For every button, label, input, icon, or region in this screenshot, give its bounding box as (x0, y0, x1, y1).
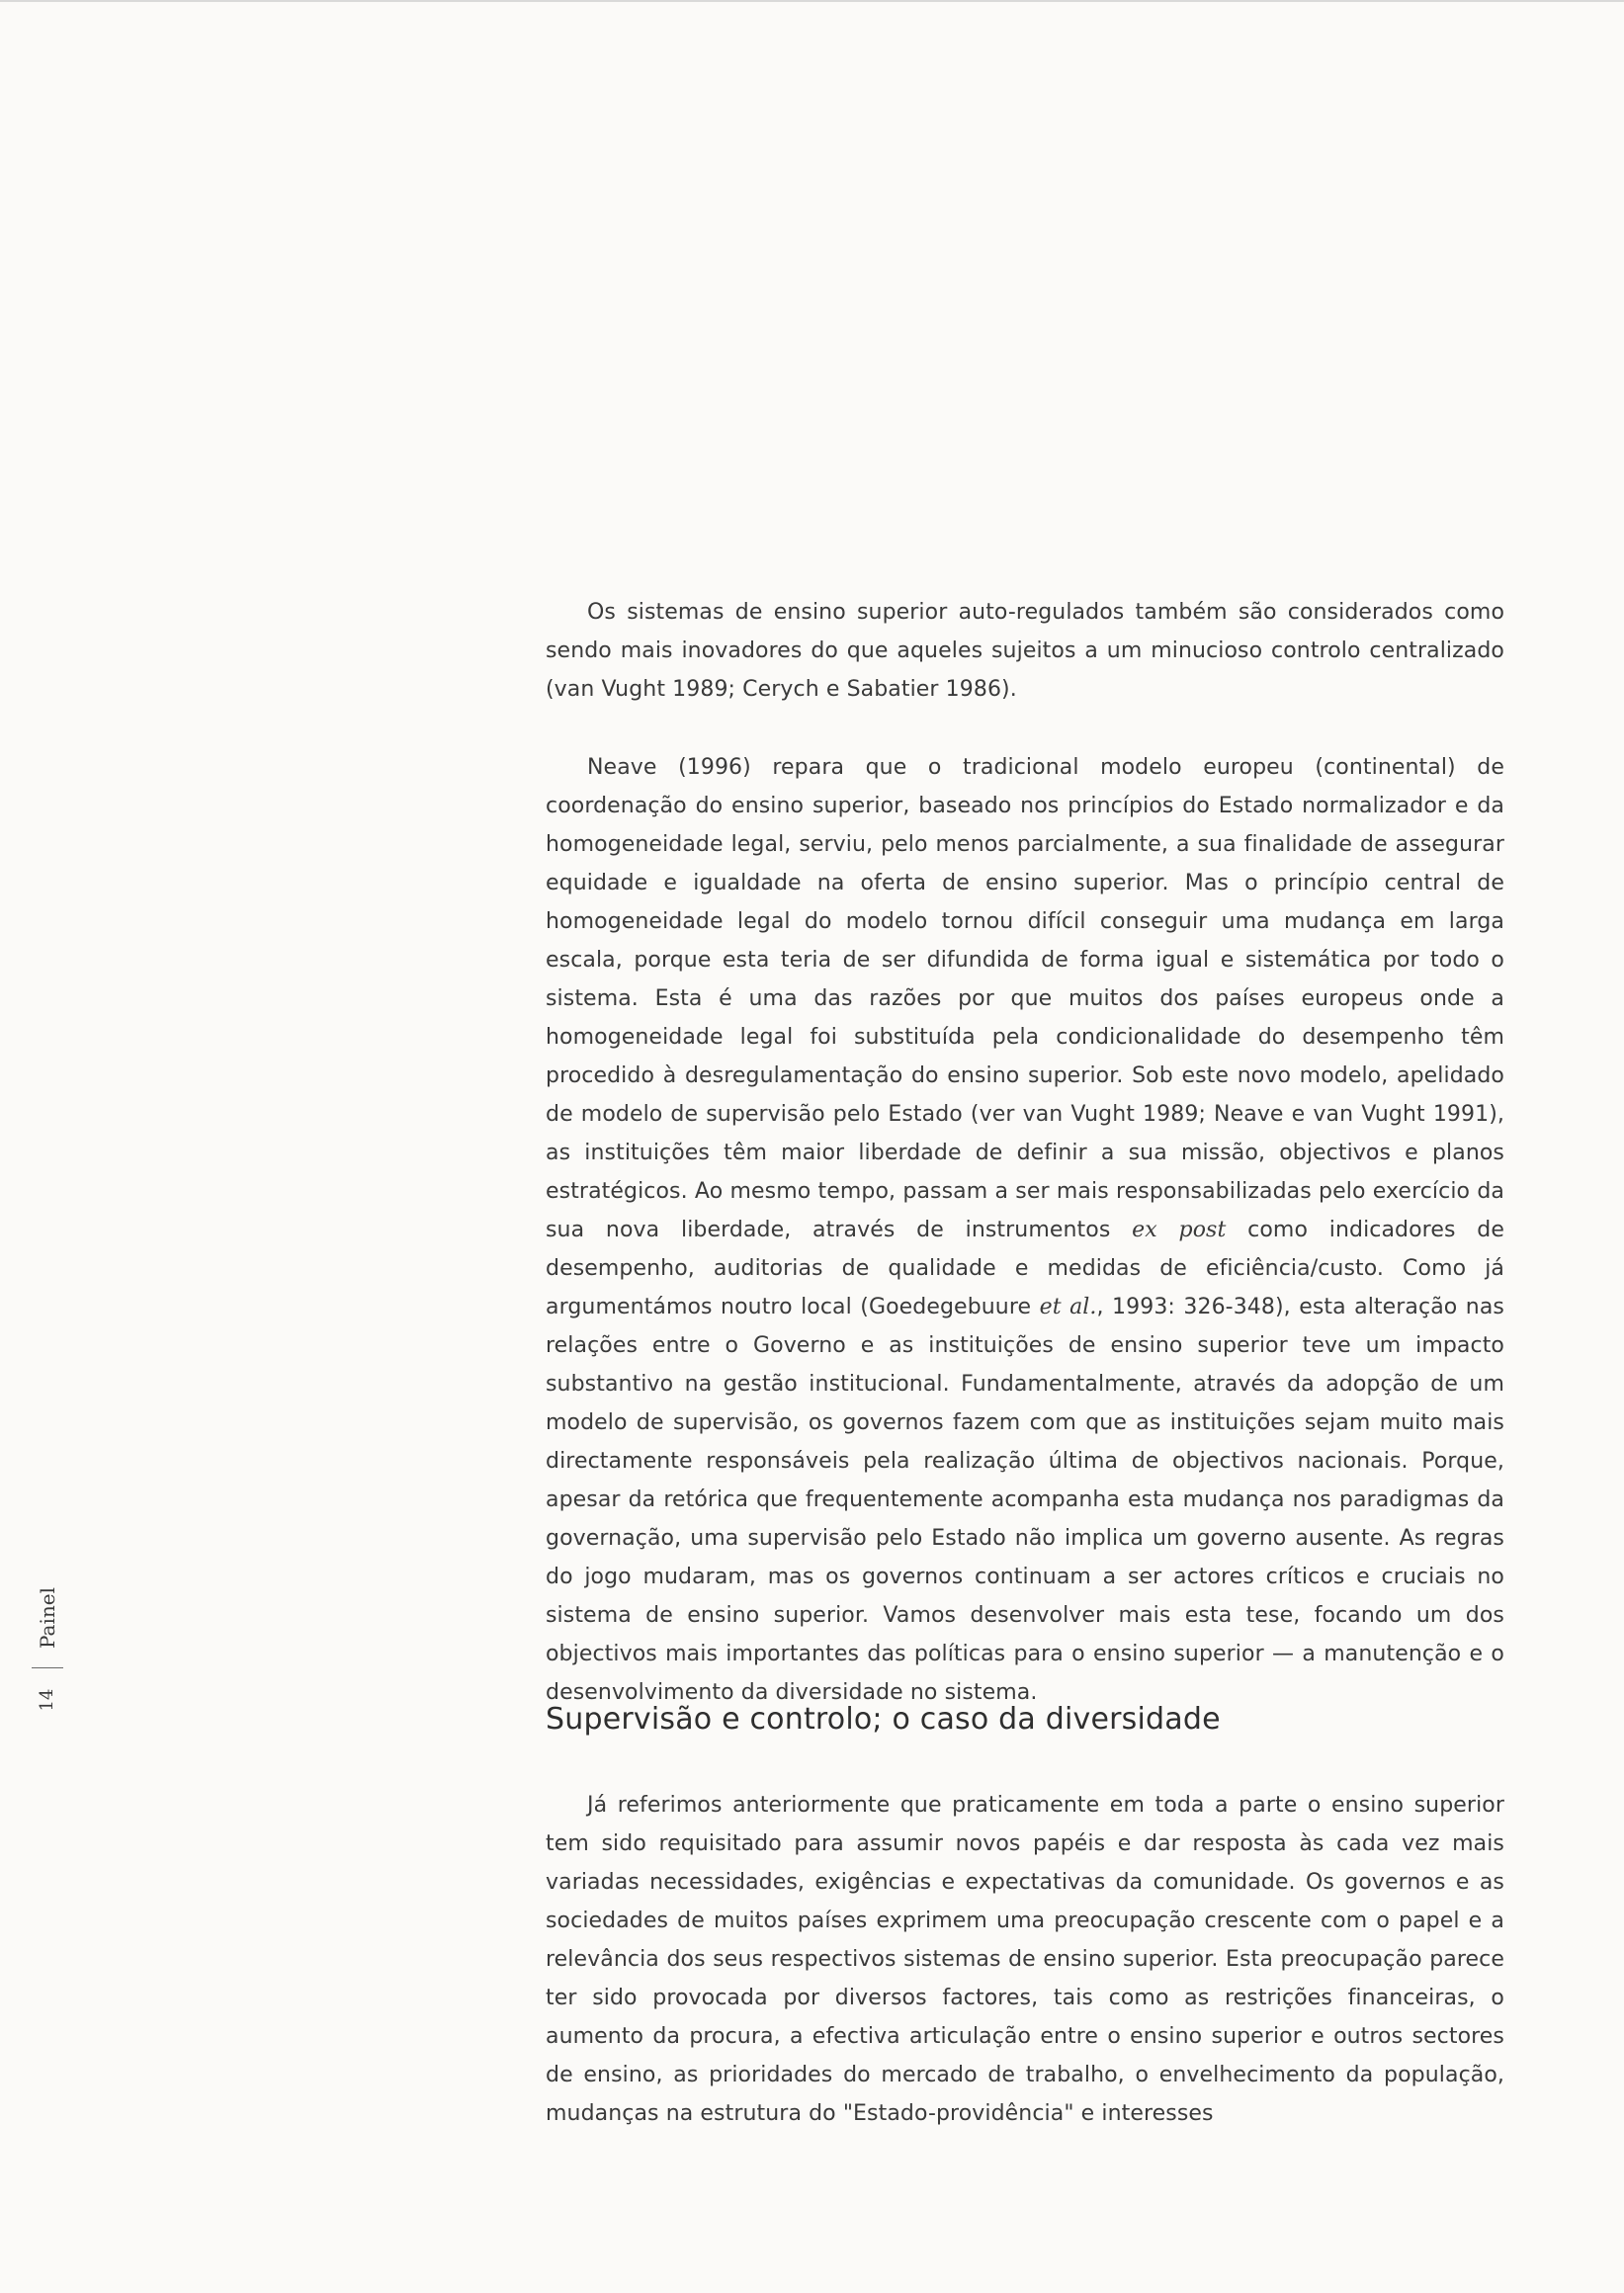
paragraph-block-1 (546, 593, 1504, 709)
page-number: 14 (37, 1688, 57, 1712)
paragraph-block-3 (546, 1786, 1504, 2133)
section-heading: Supervisão e controlo; o caso da diversidade (546, 1702, 1221, 1737)
italic-term-et-al: et al. (1039, 1295, 1097, 1319)
italic-term-ex-post: ex post (1132, 1218, 1227, 1242)
paragraph-2-text-1: Neave (1996) repara que o tradicional modelo europeu (continental) de coordenação do ensino superior, baseado nos princípios do Estado normalizador e da homogeneidade legal, serviu, pelo menos parcialmente, a sua finalidade de assegurar equidade e igualdade na oferta de ensino superior. Mas o princípio central de homogeneidade legal do modelo tornou difícil conseguir uma mudança em larga escala, porque esta teria de ser difundida de forma igual e sistemática por todo o sistema. Esta é uma das razões por que muitos dos países europeus onde a homogeneidade legal foi substituída pela condicionalidade do desempenho têm procedido à desregulamentação do ensino superior. Sob este novo modelo, apelidado de modelo de supervisão pelo Estado (ver van Vught 1989; Neave e van Vught 1991), as instituições têm maior liberdade de definir a sua missão, objectivos e planos estratégicos. Ao mesmo tempo, passam a ser mais responsabilizadas pelo exercício da sua nova liberdade, através de instrumentos (546, 755, 1504, 1242)
body-paragraph-1: Os sistemas de ensino superior auto-regulados também são considerados como sendo mais inovadores do que aqueles sujeitos a um minucioso controlo centralizado (van Vught 1989; Cerych e Sabatier 1986). (546, 600, 1504, 702)
body-paragraph-3: Já referimos anteriormente que praticamente em toda a parte o ensino superior tem sido requisitado para assumir novos papéis e dar resposta às cada vez mais variadas necessidades, exigências e expectativas da comunidade. Os governos e as sociedades de muitos países exprimem uma preocupação crescente com o papel e a relevância dos seus respectivos sistemas de ensino superior. Esta preocupação parece ter sido provocada por diversos factores, tais como as restrições financeiras, o aumento da procura, a efectiva articulação entre o ensino superior e outros sectores de ensino, as prioridades do mercado de trabalho, o envelhecimento da população, mudanças na estrutura do "Estado-providência" e interesses (546, 1793, 1504, 2126)
running-head: Painel (36, 1587, 59, 1649)
paragraph-block-2 (546, 748, 1504, 1712)
paragraph-2-text-2: como indicadores de desempenho, auditorias de qualidade e medidas de eficiência/custo. Como já argumentámos noutro local (Goedegebuure (546, 1218, 1504, 1319)
page-top-edge (0, 0, 1624, 2)
margin-folio (28, 1581, 67, 1720)
paragraph-2-text-3: , 1993: 326-348), esta alteração nas relações entre o Governo e as instituições de ensino superior teve um impacto substantivo na gestão institucional. Fundamentalmente, através da adopção de um modelo de supervisão, os governos fazem com que as instituições sejam muito mais directamente responsáveis pela realização última de objectivos nacionais. Porque, apesar da retórica que frequentemente acompanha esta mudança nos paradigmas da governação, uma supervisão pelo Estado não implica um governo ausente. As regras do jogo mudaram, mas os governos continuam a ser actores críticos e cruciais no sistema de ensino superior. Vamos desenvolver mais esta tese, focando um dos objectivos mais importantes das políticas para o ensino superior — a manutenção e o desenvolvimento da diversidade no sistema. (546, 1295, 1504, 1705)
body-paragraph-2 (546, 748, 1504, 1712)
folio-divider (32, 1667, 63, 1668)
